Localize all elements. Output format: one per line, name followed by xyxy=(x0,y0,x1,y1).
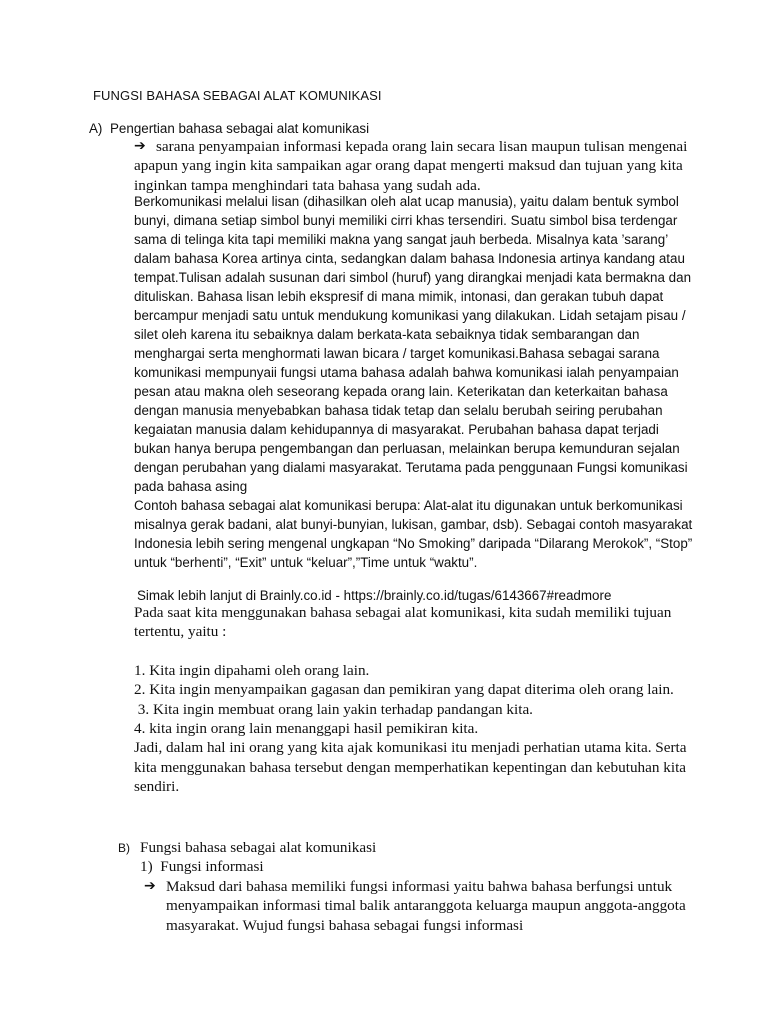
goal-item: 4. kita ingin orang lain menanggapi hasil pemikiran kita. xyxy=(134,720,479,738)
section-a-letter: A) xyxy=(89,121,103,136)
section-b-bullet-text: Maksud dari bahasa memiliki fungsi informasi yaitu bahwa bahasa berfungsi untuk menyampaikan informasi timal balik antaranggota keluarga maupun anggota-anggota masyarakat. Wujud fungsi bahasa sebagai fungsi informasi xyxy=(166,878,686,934)
goal-item: 1. Kita ingin dipahami oleh orang lain. xyxy=(134,661,370,679)
arrow-right-icon: ➔ xyxy=(134,138,146,154)
goal-item: 3. Kita ingin membuat orang lain yakin terhadap pandangan kita. xyxy=(134,700,533,718)
section-a-paragraph-1: Berkomunikasi melalui lisan (dihasilkan oleh alat ucap manusia), yaitu dalam bentuk symbol bunyi, dimana setiap simbol bunyi memiliki cirri khas tersendiri. Suatu simbol bisa terdengar sama di telinga kita tapi memiliki makna yang sangat jauh berbeda. Misalnya kata ’sarang’ dalam bahasa Korea artinya cinta, sedangkan dalam bahasa Indonesia artinya kandang atau tempat.Tulisan adalah susunan dari simbol (huruf) yang dirangkai menjadi kata bermakna dan dituliskan. Bahasa lisan lebih ekspresif di mana mimik, intonasi, dan gerakan tubuh dapat bercampur menjadi satu untuk mendukung komunikasi yang dilakukan. Lidah setajam pisau / silet oleh karena itu sebaiknya dalam berkata-kata sebaiknya tidak sembarangan dan menghargai serta menghormati lawan bicara / target komunikasi.Bahasa sebagai sarana komunikasi mempunyaii fungsi utama bahasa adalah bahwa komunikasi ialah penyampaian pesan atau makna oleh seseorang kepada orang lain. Keterikatan dan keterkaitan bahasa dengan manusia menyebabkan bahasa tidak tetap dan selalu berubah seiring perubahan kegaiatan manusia dalam kehidupannya di masyarakat. Perubahan bahasa dapat terjadi bukan hanya berupa pengembangan dan perluasan, melainkan berupa kemunduran sejalan dengan perubahan yang dialami masyarakat. Terutama pada penggunaan Fungsi komunikasi pada bahasa asing xyxy=(134,194,692,494)
goals-intro: Pada saat kita menggunakan bahasa sebagai alat komunikasi, kita sudah memiliki tujuan tertentu, yaitu : xyxy=(134,604,672,641)
section-b-sub-heading: 1) Fungsi informasi xyxy=(140,858,264,875)
section-a-body xyxy=(134,192,694,572)
section-a-goals-block xyxy=(134,603,694,797)
goal-item: 2. Kita ingin menyampaikan gagasan dan pemikiran yang dapat diterima oleh orang lain. xyxy=(134,681,674,699)
section-a-title: Pengertian bahasa sebagai alat komunikasi xyxy=(110,121,370,136)
section-a-paragraph-2: Contoh bahasa sebagai alat komunikasi berupa: Alat-alat itu digunakan untuk berkomunikasi misalnya gerak badani, alat bunyi-bunyian, lukisan, gambar, dsb). Sebagai contoh masyarakat Indonesia lebih sering mengenal ungkapan “No Smoking” daripada “Dilarang Merokok”, “Stop” untuk “berhenti”, “Exit” untuk “keluar”,”Time untuk “waktu”. xyxy=(134,498,693,570)
section-a-bullet xyxy=(134,137,694,195)
section-b-title: Fungsi bahasa sebagai alat komunikasi xyxy=(140,839,377,856)
section-a-bullet-text: sarana penyampaian informasi kepada orang lain secara lisan maupun tulisan mengenai apapun yang ingin kita sampaikan agar orang dapat mengerti maksud dan tujuan yang kita inginkan tampa menghindari tata bahasa yang sudah ada. xyxy=(134,138,688,194)
arrow-right-icon: ➔ xyxy=(144,878,156,894)
goals-conclusion: Jadi, dalam hal ini orang yang kita ajak komunikasi itu menjadi perhatian utama kita. Serta kita menggunakan bahasa tersebut dengan memperhatikan kepentingan dan kebutuhan kita sendiri. xyxy=(134,739,687,796)
section-b-letter: B) xyxy=(118,841,130,855)
section-a-heading xyxy=(89,119,369,138)
section-b-heading xyxy=(118,838,376,858)
source-note: Simak lebih lanjut di Brainly.co.id - https://brainly.co.id/tugas/6143667#readmore xyxy=(137,588,612,603)
document-title: FUNGSI BAHASA SEBAGAI ALAT KOMUNIKASI xyxy=(93,88,382,103)
